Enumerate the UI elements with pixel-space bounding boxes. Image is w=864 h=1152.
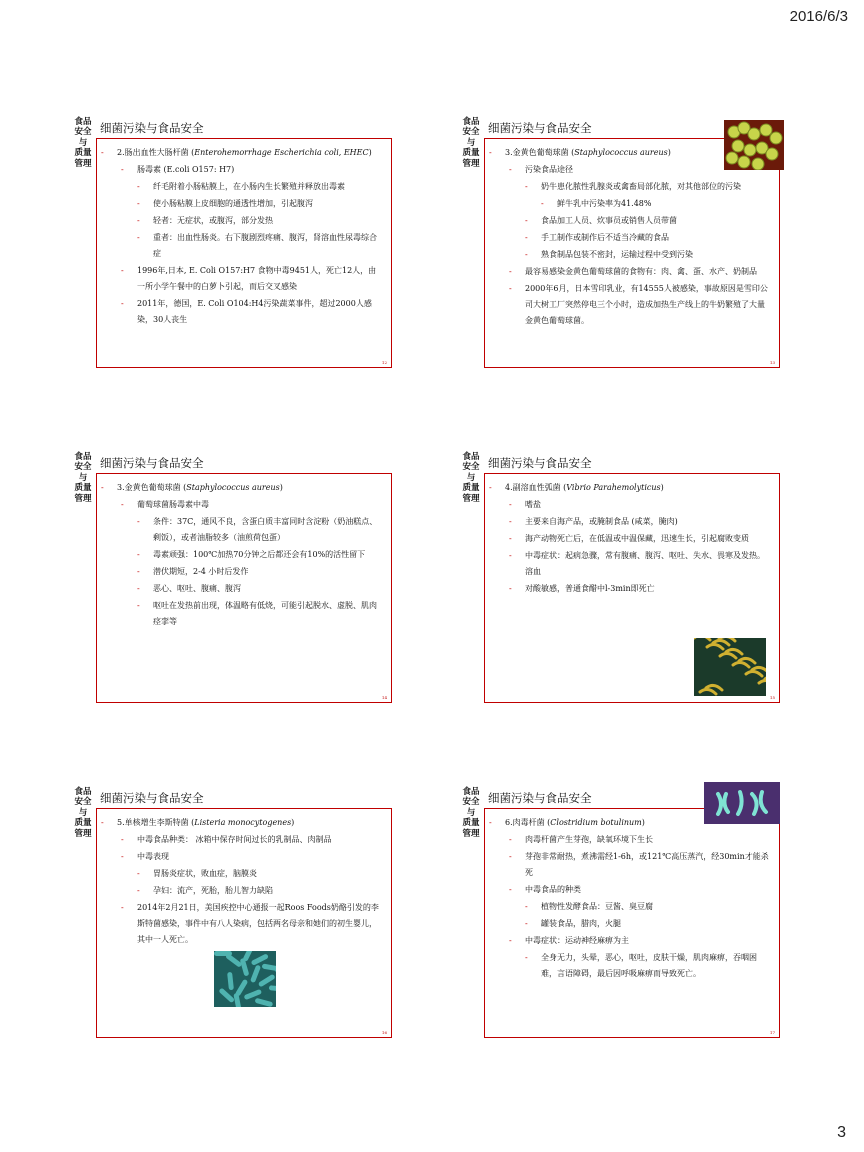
- bullet-list: [101, 814, 383, 949]
- slide-title: 细菌污染与食品安全: [488, 456, 592, 470]
- slide-16: [74, 787, 406, 1040]
- bullet-item: - 葡萄球菌肠毒素中毒: [101, 497, 383, 513]
- side-label: 食品 安全 与 质量 管理: [74, 117, 92, 169]
- bacteria-image: [724, 120, 784, 170]
- page-date: 2016/6/3: [789, 8, 848, 25]
- bullet-item: - 3.金黄色葡萄球菌 (Staphylococcus aureus): [101, 480, 383, 496]
- bullet-item: - 嗜盐: [489, 497, 771, 513]
- latin-name: Staphylococcus aureus: [574, 148, 668, 157]
- bullet-item: - 3.金黄色葡萄球菌 (Staphylococcus aureus): [489, 145, 771, 161]
- slide-title: 细菌污染与食品安全: [100, 456, 204, 470]
- bullet-item: - 鲜牛乳中污染率为41.48%: [489, 196, 771, 212]
- bullet-item: - 最容易感染金黄色葡萄球菌的食物有：肉、禽、蛋、水产、奶制品: [489, 264, 771, 280]
- bullet-item: - 海产动物死亡后，在低温或中温保藏，迅速生长，引起腐败变质: [489, 531, 771, 547]
- bullet-item: - 5.单核增生李斯特菌 (Listeria monocytogenes): [101, 815, 383, 831]
- bullet-item: - 胃肠炎症状，败血症，脑膜炎: [101, 866, 383, 882]
- bullet-item: - 食品加工人员、炊事员或销售人员带菌: [489, 213, 771, 229]
- bullet-list: [101, 144, 383, 329]
- bullet-item: - 潜伏期短，2-4 小时后发作: [101, 564, 383, 580]
- latin-name: Clostridium botulinum: [550, 818, 642, 827]
- side-label: 食品 安全 与 质量 管理: [462, 117, 480, 169]
- bullet-item: - 中毒食品种类： 冰箱中保存时间过长的乳制品、肉制品: [101, 832, 383, 848]
- bacteria-image: [694, 638, 766, 696]
- slide-title: 细菌污染与食品安全: [488, 791, 592, 805]
- latin-name: Staphylococcus aureus: [186, 483, 280, 492]
- bullet-item: - 2014年2月21日，美国疾控中心通报一起Roos Foods奶酪引发的李斯特菌感染，事件中有八人染病，包括两名母亲和她们的初生婴儿，其中一人死亡。: [101, 900, 383, 948]
- bullet-item: - 2000年6月，日本雪印乳业，有14555人被感染，事故原因是雪印公司大树工厂突然停电三个小时，造成加热生产线上的牛奶繁殖了大量金黄色葡萄球菌。: [489, 281, 771, 329]
- page-number: 3: [837, 1124, 846, 1141]
- slide-title: 细菌污染与食品安全: [100, 791, 204, 805]
- bullet-item: - 纤毛附着小肠粘膜上，在小肠内生长繁殖并释放出毒素: [101, 179, 383, 195]
- bullet-item: - 轻者：无症状，或腹泻，部分发热: [101, 213, 383, 229]
- slide-frame: [484, 808, 780, 1038]
- latin-name: Vibrio Parahemolyticus: [566, 483, 661, 492]
- slide-number: 15: [769, 695, 775, 700]
- slide-number: 14: [381, 695, 387, 700]
- bullet-item: - 熟食制品包装不密封，运输过程中受到污染: [489, 247, 771, 263]
- slide-number: 17: [769, 1030, 775, 1035]
- bullet-item: - 1996年,日本, E. Coli O157:H7 食物中毒9451人，死亡12人，由一所小学午餐中的白萝卜引起，而后交叉感染: [101, 263, 383, 295]
- bullet-item: - 呕吐在发热前出现，体温略有低烧，可能引起脱水、虚脱、肌肉痉挛等: [101, 598, 383, 630]
- bullet-item: - 2.肠出血性大肠杆菌 (Enterohemorrhage Escherichia coli, EHEC): [101, 145, 383, 161]
- slide-frame: [484, 138, 780, 368]
- bullet-list: [489, 479, 771, 598]
- bullet-item: - 全身无力，头晕，恶心，呕吐，皮肤干燥，肌肉麻痹，吞咽困难，言语障碍，最后因呼吸麻痹而导致死亡。: [489, 950, 771, 982]
- bullet-item: - 中毒食品的种类: [489, 882, 771, 898]
- slide-15: [462, 452, 794, 705]
- slide-17: [462, 787, 794, 1040]
- slide-number: 12: [381, 360, 387, 365]
- bullet-item: - 中毒症状：起病急骤，常有腹痛、腹泻、呕吐、失水、畏寒及发热。溶血: [489, 548, 771, 580]
- slide-number: 13: [769, 360, 775, 365]
- side-label: 食品 安全 与 质量 管理: [74, 452, 92, 504]
- bullet-list: [101, 479, 383, 631]
- bullet-item: - 2011年，德国，E. Coli O104:H4污染蔬菜事件，超过2000人感染，30人丧生: [101, 296, 383, 328]
- bullet-item: - 毒素顽强：100℃加热70分钟之后都还会有10%的活性留下: [101, 547, 383, 563]
- slide-14: [74, 452, 406, 705]
- slide-12: [74, 117, 406, 370]
- bullet-list: [489, 144, 771, 330]
- bullet-item: - 植物性发酵食品：豆酱、臭豆腐: [489, 899, 771, 915]
- bullet-list: [489, 814, 771, 983]
- side-label: 食品 安全 与 质量 管理: [74, 787, 92, 839]
- bullet-item: - 中毒症状：运动神经麻痹为主: [489, 933, 771, 949]
- bullet-item: - 污染食品途径: [489, 162, 771, 178]
- slide-frame: [96, 473, 392, 703]
- bullet-item: - 对酸敏感，普通食醋中l-3min即死亡: [489, 581, 771, 597]
- slide-title: 细菌污染与食品安全: [100, 121, 204, 135]
- bullet-item: - 罐装食品，腊肉，火腿: [489, 916, 771, 932]
- bacteria-image: [704, 782, 780, 824]
- slide-title: 细菌污染与食品安全: [488, 121, 592, 135]
- bullet-item: - 奶牛患化脓性乳腺炎或禽畜局部化脓，对其他部位的污染: [489, 179, 771, 195]
- latin-name: Enterohemorrhage Escherichia coli, EHEC: [194, 148, 369, 157]
- bullet-item: - 主要来自海产品，或腌制食品 (咸菜，腌肉): [489, 514, 771, 530]
- bullet-item: - 条件：37C，通风不良，含蛋白质丰富同时含淀粉（奶油糕点、剩饭），或者油脂较多（油煎荷包蛋）: [101, 514, 383, 546]
- bacteria-image: [214, 951, 276, 1007]
- slide-number: 16: [381, 1030, 387, 1035]
- bullet-item: - 肉毒杆菌产生芽孢，缺氧环境下生长: [489, 832, 771, 848]
- bullet-item: - 芽孢非常耐热，煮沸需经1-6h，或121℃高压蒸汽，经30min才能杀死: [489, 849, 771, 881]
- bullet-item: - 6.肉毒杆菌 (Clostridium botulinum): [489, 815, 771, 831]
- bullet-item: - 肠毒素 (E.coli O157: H7): [101, 162, 383, 178]
- bullet-item: - 手工制作或制作后不适当冷藏的食品: [489, 230, 771, 246]
- side-label: 食品 安全 与 质量 管理: [462, 787, 480, 839]
- latin-name: Listeria monocytogenes: [194, 818, 292, 827]
- bullet-item: - 4.副溶血性弧菌 (Vibrio Parahemolyticus): [489, 480, 771, 496]
- bullet-item: - 孕妇：流产，死胎，胎儿智力缺陷: [101, 883, 383, 899]
- slide-frame: [96, 138, 392, 368]
- slide-13: [462, 117, 794, 370]
- side-label: 食品 安全 与 质量 管理: [462, 452, 480, 504]
- bullet-item: - 中毒表现: [101, 849, 383, 865]
- bullet-item: - 使小肠粘膜上皮细胞的通透性增加，引起腹泻: [101, 196, 383, 212]
- bullet-item: - 重者：出血性肠炎。右下腹剧烈疼痛、腹泻，肾溶血性尿毒综合症: [101, 230, 383, 262]
- bullet-item: - 恶心、呕吐、腹痛、腹泻: [101, 581, 383, 597]
